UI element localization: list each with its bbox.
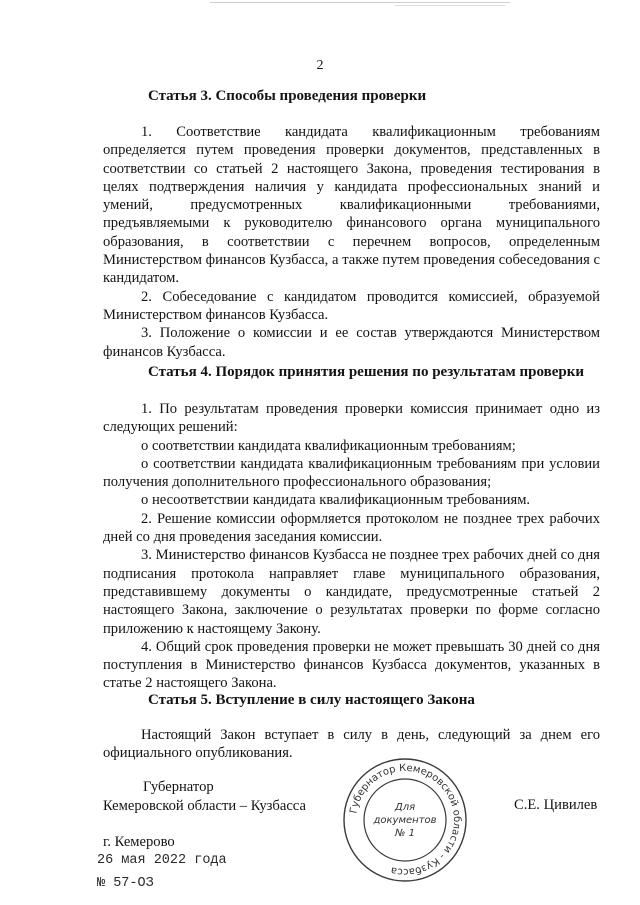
- article-4-paragraph-4: 4. Общий срок проведения проверки не может превышать 30 дней со дня поступления в Министерство финансов Кузбасса документов, указанных в статье 2 настоящего Закона.: [103, 638, 600, 692]
- article-4-paragraph-3: 3. Министерство финансов Кузбасса не позднее трех рабочих дней со дня подписания протокола направляет главе муниципального образования, представившему документы о кандидате, предусмотренные статьей 2 настоящего Закона, заключение о результатах проверки по форме согласно приложению к настоящему Закону.: [103, 547, 600, 637]
- signatory-name: С.Е. Цивилев: [514, 797, 598, 813]
- article-4-decision-1: о соответствии кандидата квалификационным требованиям;: [141, 437, 516, 454]
- page-number: 2: [316, 58, 324, 73]
- article-4-paragraph-1: 1. По результатам проведения проверки комиссия принимает одно из следующих решений:: [103, 401, 600, 436]
- article-4-decision-2: о соответствии кандидата квалификационным требованиям при условии получения дополнительного профессионального образования;: [103, 455, 600, 491]
- top-edge-line: [210, 2, 510, 3]
- stamp-center-line-1: Для: [394, 802, 416, 813]
- document-number: № 57-ОЗ: [97, 876, 154, 891]
- article-3-paragraph-1: 1. Соответствие кандидата квалификационным требованиям определяется путем проведения проверки документов, представленных в соответствии со статьей 2 настоящего Закона, проведения тестирования в целях подтверждения наличия у кандидата профессиональных знаний и умений, предусмотренных квалификационными требованиями, предъявляемыми к руководителю финансового органа муниципального образования, в соответствии с перечнем вопросов, определенным Министерством финансов Кузбасса, а также путем проведения собеседования с кандидатом.: [103, 124, 600, 287]
- article-5-title: Статья 5. Вступление в силу настоящего Закона: [148, 692, 475, 708]
- article-3-paragraph-2: 2. Собеседование с кандидатом проводится комиссией, образуемой Министерством финансов Кузбасса.: [103, 288, 600, 323]
- article-4-title: Статья 4. Порядок принятия решения по результатам проверки: [148, 364, 584, 380]
- article-3-paragraph-3: 3. Положение о комиссии и ее состав утверждаются Министерством финансов Кузбасса.: [103, 325, 600, 360]
- stamp-ring-text: Губернатор Кемеровской области - Кузбасса: [348, 762, 463, 878]
- article-3-title: Статья 3. Способы проведения проверки: [148, 88, 427, 104]
- official-stamp: [340, 755, 470, 885]
- signature-position-line-1: Губернатор: [143, 779, 214, 795]
- city: г. Кемерово: [103, 834, 175, 850]
- stamp-center-line-2: документов: [373, 815, 437, 826]
- document-date: 26 мая 2022 года: [97, 853, 227, 868]
- article-4-body: [103, 400, 600, 693]
- stamp-center-line-3: № 1: [395, 828, 415, 839]
- article-5-paragraph-1: Настоящий Закон вступает в силу в день, следующий за днем его официального опубликования.: [103, 727, 600, 762]
- article-3-body: [103, 123, 600, 361]
- article-4-paragraph-2: 2. Решение комиссии оформляется протоколом не позднее трех рабочих дней со дня проведения заседания комиссии.: [103, 510, 600, 546]
- signature-position: [103, 778, 306, 816]
- article-4-decision-3: о несоответствии кандидата квалификационным требованиям.: [141, 492, 531, 509]
- top-edge-line-secondary: [395, 5, 505, 6]
- signature-position-line-2: Кемеровской области – Кузбасса: [103, 798, 306, 814]
